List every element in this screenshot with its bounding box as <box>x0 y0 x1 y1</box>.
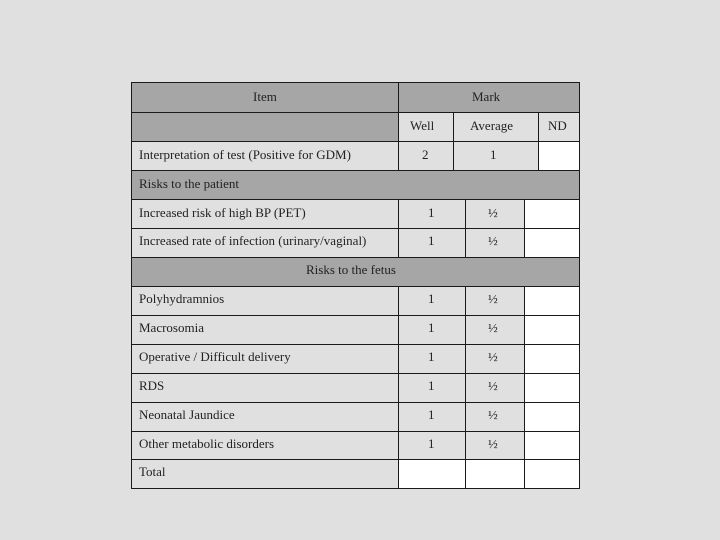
patient-row-nd-cell <box>524 228 580 258</box>
fetus-row-average-value: ½ <box>488 378 498 393</box>
fetus-row-nd-cell <box>524 344 580 374</box>
fetus-row-nd-cell <box>524 373 580 403</box>
header-mark-label: Mark <box>472 89 501 104</box>
patient-row-nd-cell <box>524 199 580 229</box>
patient-row-well-value: 1 <box>428 205 435 220</box>
interpretation-well-value: 2 <box>422 147 429 162</box>
fetus-row-average-value: ½ <box>488 320 498 335</box>
subheader-well-label: Well <box>410 118 435 133</box>
patient-row-label: Increased risk of high BP (PET) <box>139 205 306 220</box>
subheader-nd-label: ND <box>548 118 567 133</box>
total-average-cell <box>465 459 525 489</box>
fetus-row-well-value: 1 <box>428 407 435 422</box>
fetus-row-well-value: 1 <box>428 436 435 451</box>
total-well-cell <box>398 459 466 489</box>
fetus-row-well-value: 1 <box>428 378 435 393</box>
fetus-row-well-value: 1 <box>428 349 435 364</box>
subheader-average-label: Average <box>470 118 514 133</box>
fetus-row-average-value: ½ <box>488 349 498 364</box>
patient-row-average-value: ½ <box>488 233 498 248</box>
patient-row-well-value: 1 <box>428 233 435 248</box>
section-fetus-label: Risks to the fetus <box>306 262 396 277</box>
fetus-row-average-value: ½ <box>488 407 498 422</box>
total-label-cell <box>131 459 399 489</box>
header-item-label: Item <box>253 89 277 104</box>
interpretation-label: Interpretation of test (Positive for GDM) <box>139 147 351 162</box>
fetus-row-label: Operative / Difficult delivery <box>139 349 291 364</box>
fetus-row-label: Polyhydramnios <box>139 291 225 306</box>
subheader-blank-cell <box>131 112 399 142</box>
section-patient-label: Risks to the patient <box>139 176 240 191</box>
fetus-row-well-value: 1 <box>428 320 435 335</box>
fetus-row-well-value: 1 <box>428 291 435 306</box>
fetus-row-nd-cell <box>524 315 580 345</box>
interpretation-average-value: 1 <box>490 147 497 162</box>
fetus-row-label: Macrosomia <box>139 320 204 335</box>
fetus-row-label: Neonatal Jaundice <box>139 407 235 422</box>
fetus-row-nd-cell <box>524 286 580 316</box>
fetus-row-nd-cell <box>524 431 580 460</box>
fetus-row-label: Other metabolic disorders <box>139 436 275 451</box>
total-nd-cell <box>524 459 580 489</box>
fetus-row-nd-cell <box>524 402 580 432</box>
interpretation-nd-cell <box>538 141 580 171</box>
patient-row-label: Increased rate of infection (urinary/vaginal) <box>139 233 367 248</box>
fetus-row-label-cell <box>131 373 399 403</box>
fetus-row-average-value: ½ <box>488 291 498 306</box>
total-label: Total <box>139 464 166 479</box>
patient-row-average-value: ½ <box>488 205 498 220</box>
fetus-row-label: RDS <box>139 378 165 393</box>
fetus-row-average-value: ½ <box>488 436 498 451</box>
